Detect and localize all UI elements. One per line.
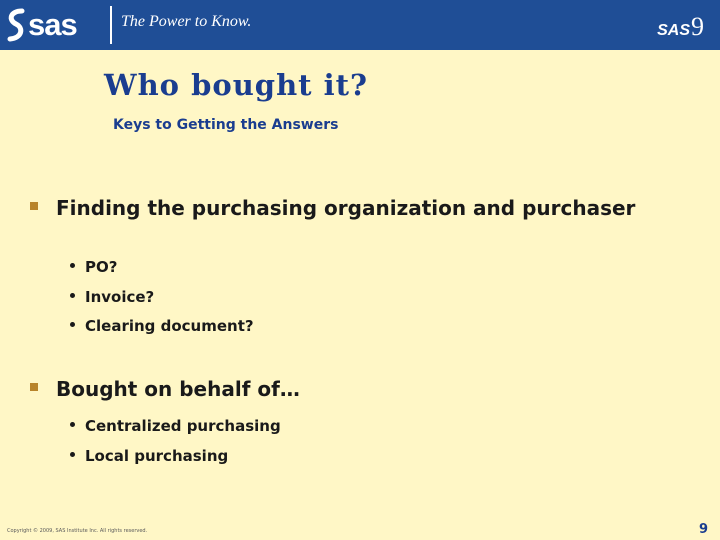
sub-bullet xyxy=(70,287,154,307)
bullet-text: Finding the purchasing organization and purchaser xyxy=(56,196,636,220)
sub-bullet xyxy=(70,316,254,336)
sub-bullet-dot xyxy=(70,263,75,268)
logo-text: sas xyxy=(28,7,77,42)
sub-bullet-text: Invoice? xyxy=(85,288,155,306)
sub-bullet-dot xyxy=(70,452,75,457)
sub-bullet-text: PO? xyxy=(85,258,118,276)
page-number: 9 xyxy=(698,522,708,537)
slide-subtitle: Keys to Getting the Answers xyxy=(113,117,339,133)
sub-bullet-dot xyxy=(70,422,75,427)
sas9-logo xyxy=(657,12,704,42)
copyright-text: Copyright © 2009, SAS Institute Inc. All rights reserved. xyxy=(7,528,148,534)
sub-bullet-dot xyxy=(70,322,75,327)
sub-bullet xyxy=(70,446,228,466)
bullet-marker xyxy=(30,202,38,210)
sub-bullet-text: Centralized purchasing xyxy=(85,417,281,435)
sas9-word: SAS xyxy=(657,22,690,39)
tagline: The Power to Know. xyxy=(121,13,252,30)
bullet-marker xyxy=(30,383,38,391)
sub-bullet xyxy=(70,416,281,436)
bullet-text: Bought on behalf of… xyxy=(56,377,300,401)
sub-bullet-text: Local purchasing xyxy=(85,447,229,465)
sub-bullet-dot xyxy=(70,293,75,298)
sub-bullet-text: Clearing document? xyxy=(85,317,254,335)
header-banner xyxy=(0,0,720,50)
sas9-version: 9 xyxy=(691,12,704,41)
slide-title: Who bought it? xyxy=(104,68,369,102)
sas-logo xyxy=(6,5,77,45)
header-divider xyxy=(110,6,112,44)
sas-swoosh-icon xyxy=(6,8,26,42)
sub-bullet xyxy=(70,257,117,277)
